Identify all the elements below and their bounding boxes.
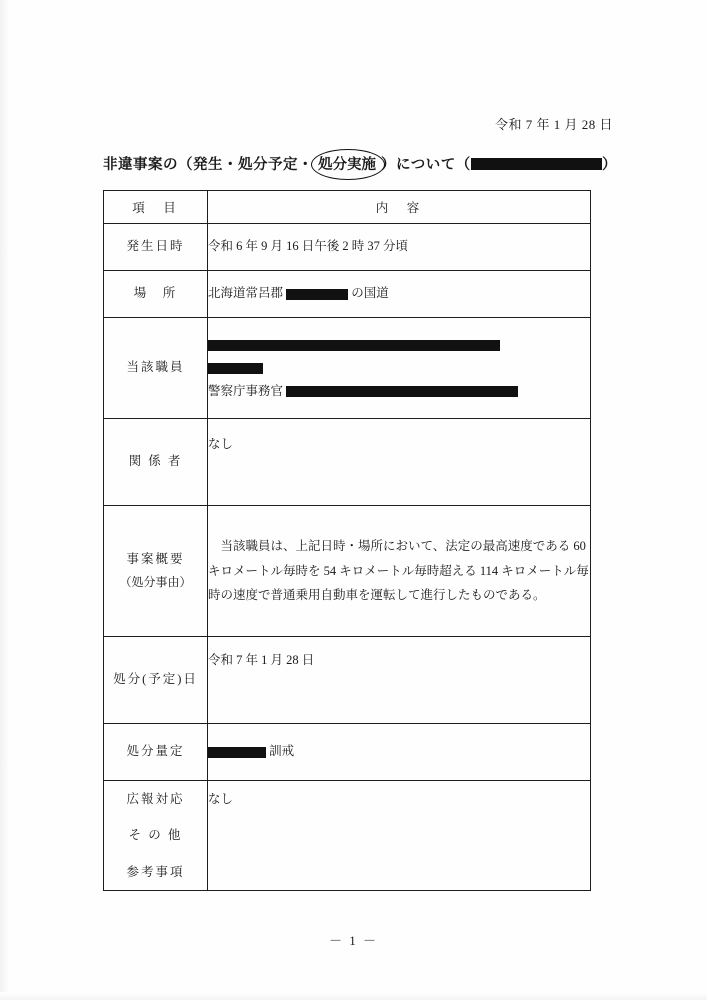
redaction-bar-disposition-level: [208, 747, 266, 758]
row-label-case-outline: [104, 506, 208, 637]
column-header-item: 項 目: [104, 191, 208, 224]
scan-edge-left: [0, 0, 10, 1000]
document-date: 令和 7 年 1 月 28 日: [494, 117, 613, 132]
table-row: [104, 419, 591, 506]
page-number: － 1 －: [328, 933, 378, 948]
row-label-location: 場 所: [104, 271, 208, 318]
title-suffix: ）: [602, 157, 617, 173]
case-outline-label-sub: （処分事由）: [119, 575, 192, 590]
row-value-location: [208, 271, 591, 318]
row-label-related-persons: 関 係 者: [104, 419, 208, 506]
row-label-reference-items: 参考事項: [126, 864, 185, 879]
row-value-related-persons: なし: [208, 419, 591, 506]
row-value-reference-items: [208, 854, 590, 890]
column-header-content: 内 容: [208, 191, 591, 224]
table-row: [104, 318, 591, 419]
row-label-public-relations: 広報対応: [126, 792, 185, 806]
row-label-disposition-date: 処分(予定)日: [104, 637, 208, 724]
table-row: [104, 224, 591, 271]
table-row: [104, 637, 591, 724]
disposition-level-text: 訓戒: [269, 744, 295, 759]
table-row: [104, 781, 591, 891]
location-prefix-text: 北海道常呂郡: [208, 286, 284, 301]
row-label-public-relations-group: [104, 781, 208, 891]
table-row: [104, 271, 591, 318]
staff-title-text: 警察庁事務官: [208, 383, 284, 398]
redaction-bar-title: [471, 158, 602, 170]
table-row: [104, 724, 591, 781]
row-value-public-relations: なし: [208, 792, 234, 806]
row-value-disposition-date: 令和 7 年 1 月 28 日: [208, 637, 591, 724]
scan-edge-bottom: [0, 992, 707, 1000]
table-row: [104, 506, 591, 637]
row-label-disposition-level: 処分量定: [104, 724, 208, 781]
redaction-bar-staff-1: [208, 340, 500, 351]
table-header-row: [104, 191, 591, 224]
staff-line-1: [208, 333, 590, 356]
staff-line-2: [208, 356, 590, 379]
title-circled-emphasis: 処分実施: [313, 152, 381, 175]
redaction-bar-location: [286, 289, 348, 300]
redaction-bar-staff-3: [286, 386, 518, 397]
row-value-case-outline: 当該職員は、上記日時・場所において、法定の最高速度である 60 キロメートル毎時を 54 キロメートル毎時超える 114 キロメートル毎時の速度で普通乗用自動車を運転して進行したものである。: [208, 506, 591, 637]
incident-summary-table: [103, 190, 591, 891]
row-value-public-relations-group: [208, 781, 591, 891]
row-value-others: [208, 817, 590, 853]
location-suffix-text: の国道: [351, 286, 389, 301]
case-outline-label-main: 事案概要: [126, 551, 185, 566]
redaction-bar-staff-2: [208, 363, 263, 374]
row-label-others: そ の 他: [128, 828, 183, 843]
row-value-occurrence-datetime: 令和 6 年 9 月 16 日午後 2 時 37 分頃: [208, 224, 591, 271]
title-middle: ）について（: [381, 157, 471, 173]
title-prefix: 非違事案の（発生・処分予定・: [103, 157, 313, 173]
row-value-disposition-level: [208, 724, 591, 781]
row-value-staff: [208, 318, 591, 419]
row-label-staff: 当該職員: [104, 318, 208, 419]
row-label-occurrence-datetime: 発生日時: [104, 224, 208, 271]
page-title: [103, 152, 617, 175]
staff-line-3: [208, 380, 590, 403]
